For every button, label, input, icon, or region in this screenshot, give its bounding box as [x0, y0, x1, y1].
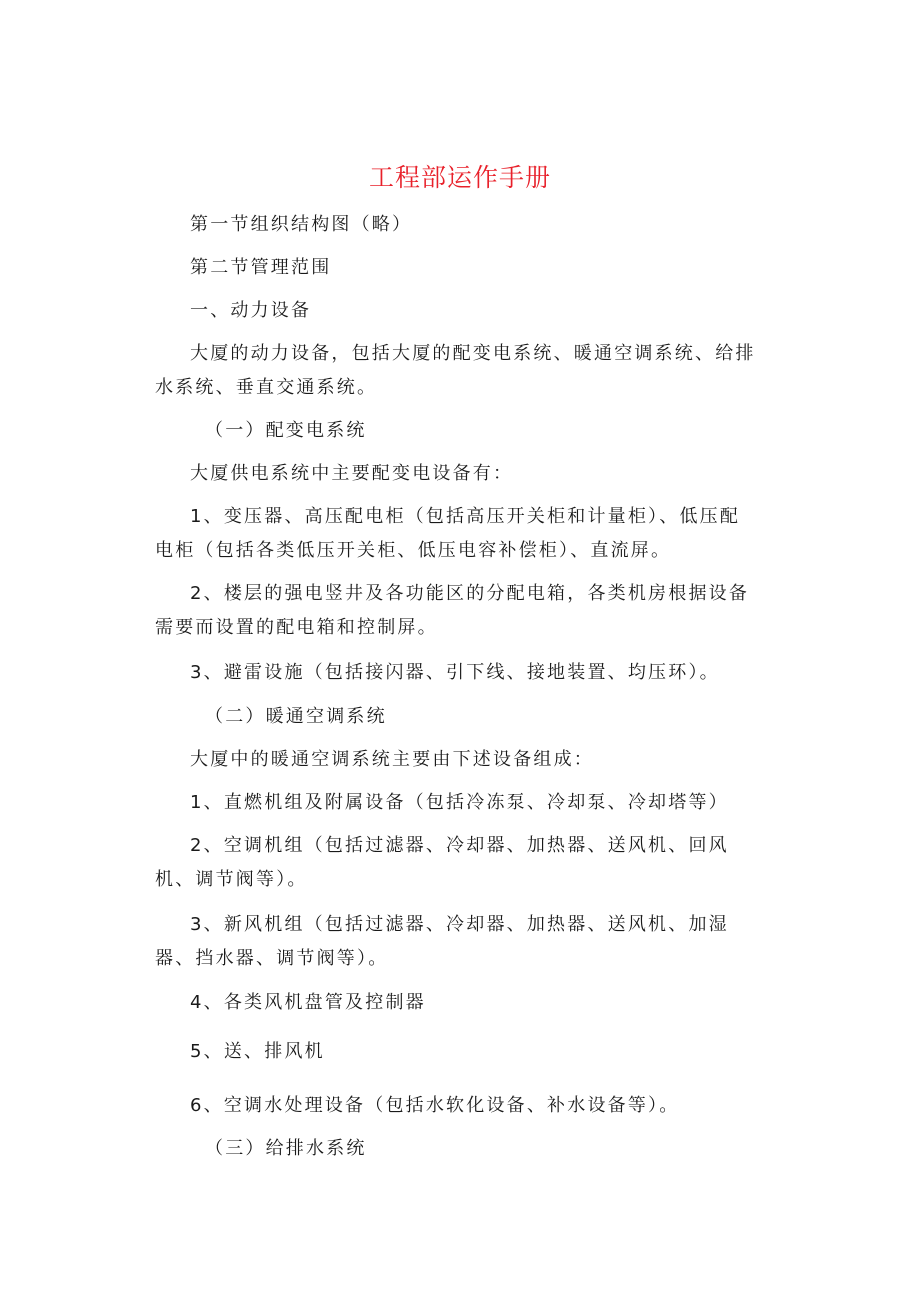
list-item-line: 电柜（包括各类低压开关柜、低压电容补偿柜）、直流屏。	[155, 540, 672, 561]
section-heading-org-chart: 第一节组织结构图（略）	[190, 214, 413, 235]
paragraph-line: 大厦中的暖通空调系统主要由下述设备组成：	[190, 749, 594, 770]
item-heading-water-supply: （三）给排水系统	[205, 1138, 367, 1159]
list-item-line: 2、楼层的强电竖井及各功能区的分配电箱，各类机房根据设备	[190, 583, 750, 604]
list-item-line: 6、空调水处理设备（包括水软化设备、补水设备等）。	[190, 1095, 680, 1116]
subsection-heading-power-equipment: 一、动力设备	[190, 300, 312, 321]
section-heading-management-scope: 第二节管理范围	[190, 257, 332, 278]
item-heading-hvac: （二）暖通空调系统	[205, 706, 387, 727]
list-item-line: 4、各类风机盘管及控制器	[190, 992, 426, 1013]
list-item-line: 3、新风机组（包括过滤器、冷却器、加热器、送风机、加湿	[190, 914, 729, 935]
paragraph-line: 大厦的动力设备，包括大厦的配变电系统、暖通空调系统、给排	[190, 343, 756, 364]
list-item-line: 5、送、排风机	[190, 1041, 325, 1062]
list-item-line: 3、避雷设施（包括接闪器、引下线、接地装置、均压环）。	[190, 662, 720, 683]
paragraph-line: 大厦供电系统中主要配变电设备有：	[190, 463, 514, 484]
list-item-line: 2、空调机组（包括过滤器、冷却器、加热器、送风机、回风	[190, 835, 729, 856]
page-title: 工程部运作手册	[368, 163, 551, 192]
paragraph-line: 水系统、垂直交通系统。	[155, 377, 378, 398]
item-heading-power-distribution: （一）配变电系统	[205, 420, 367, 441]
list-item-line: 器、挡水器、调节阀等）。	[155, 948, 389, 969]
list-item-line: 需要而设置的配电箱和控制屏。	[155, 617, 438, 638]
list-item-line: 1、直燃机组及附属设备（包括冷冻泵、冷却泵、冷却塔等）	[190, 792, 729, 813]
list-item-line: 1、变压器、高压配电柜（包括高压开关柜和计量柜）、低压配	[190, 506, 741, 527]
list-item-line: 机、调节阀等）。	[155, 869, 308, 890]
